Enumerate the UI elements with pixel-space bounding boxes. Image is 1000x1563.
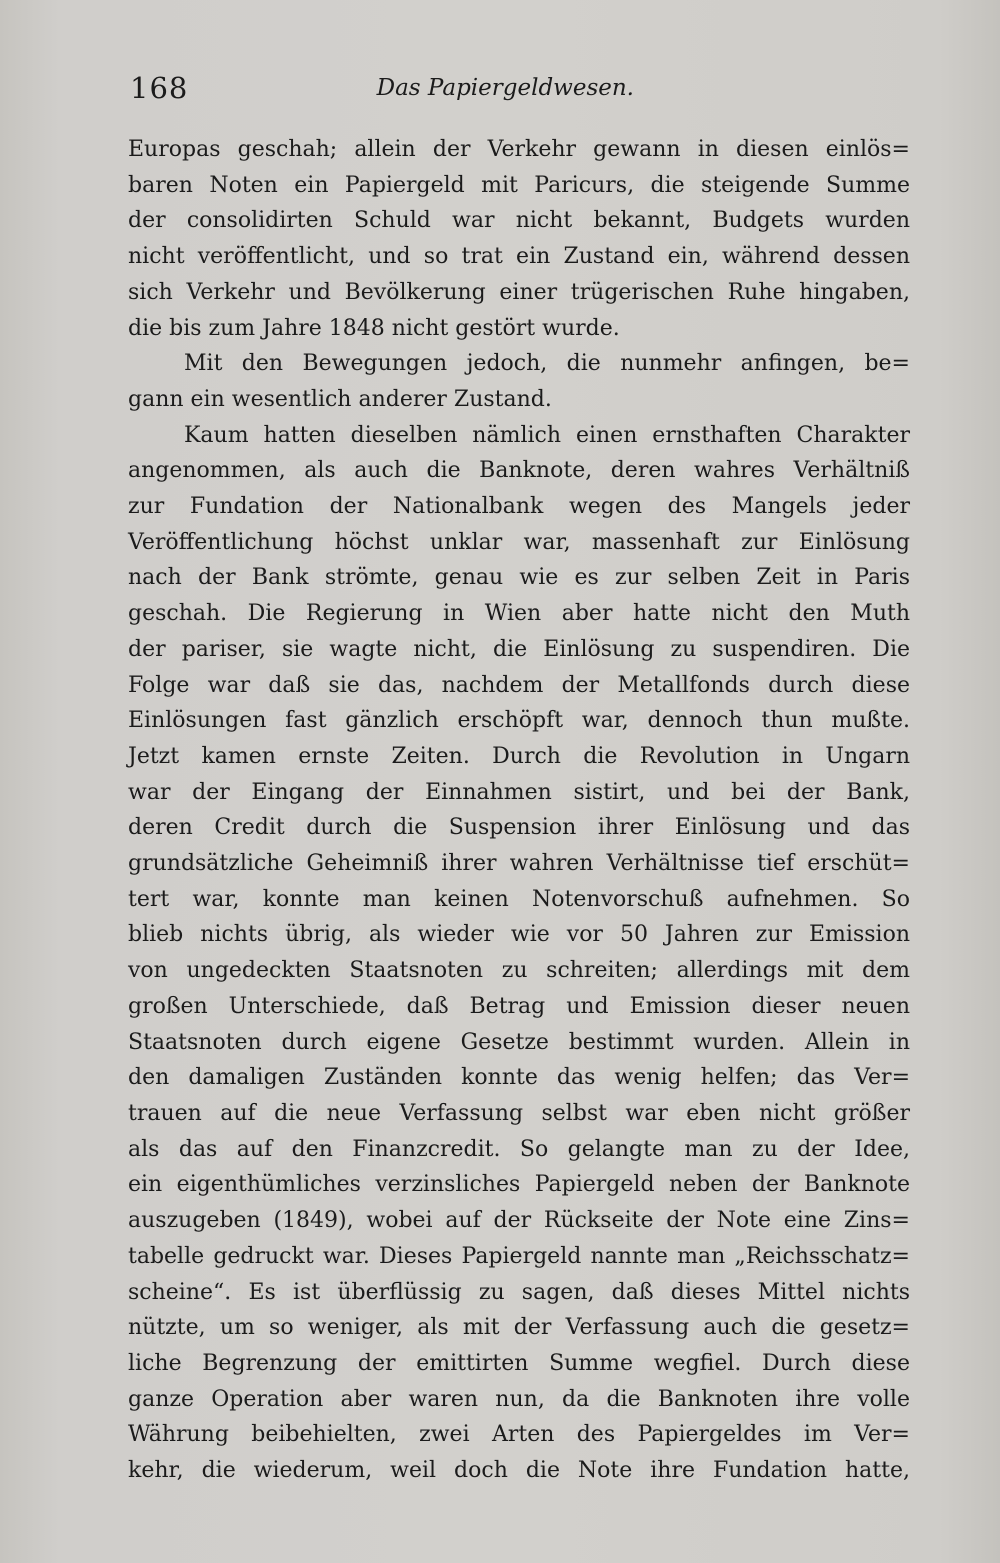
text-line: Jetzt kamen ernste Zeiten. Durch die Revolution in Ungarn bbox=[128, 743, 910, 769]
text-line: geschah. Die Regierung in Wien aber hatte nicht den Muth bbox=[128, 601, 910, 627]
paragraph-3 bbox=[128, 418, 910, 1489]
text-line: der pariser, sie wagte nicht, die Einlösung zu suspendiren. Die bbox=[128, 636, 910, 662]
text-line: baren Noten ein Papiergeld mit Paricurs, die steigende Summe bbox=[128, 172, 910, 198]
text-line: nach der Bank strömte, genau wie es zur selben Zeit in Paris bbox=[128, 565, 910, 591]
running-title: Das Papiergeldwesen. bbox=[376, 75, 634, 101]
text-line: angenommen, als auch die Banknote, deren wahres Verhältniß bbox=[128, 458, 910, 484]
text-line: sich Verkehr und Bevölkerung einer trügerischen Ruhe hingaben, bbox=[128, 279, 910, 305]
text-line: liche Begrenzung der emittirten Summe wegfiel. Durch diese bbox=[128, 1350, 910, 1376]
text-line: war der Eingang der Einnahmen sistirt, und bei der Bank, bbox=[128, 779, 910, 805]
text-line: nicht veröffentlicht, und so trat ein Zustand ein, während dessen bbox=[128, 244, 910, 270]
text-line: gann ein wesentlich anderer Zustand. bbox=[128, 386, 552, 412]
text-line: kehr, die wiederum, weil doch die Note ihre Fundation hatte, bbox=[128, 1458, 910, 1484]
text-line: scheine“. Es ist überflüssig zu sagen, daß dieses Mittel nichts bbox=[128, 1279, 910, 1305]
paragraph-2 bbox=[128, 346, 910, 417]
text-line: Veröffentlichung höchst unklar war, massenhaft zur Einlösung bbox=[128, 529, 910, 555]
text-line: deren Credit durch die Suspension ihrer Einlösung und das bbox=[128, 815, 910, 841]
text-line: als das auf den Finanzcredit. So gelangte man zu der Idee, bbox=[128, 1136, 910, 1162]
text-line: tabelle gedruckt war. Dieses Papiergeld nannte man „Reichsschatz= bbox=[128, 1243, 910, 1269]
text-line: Währung beibehielten, zwei Arten des Papiergeldes im Ver= bbox=[128, 1422, 910, 1448]
text-line: auszugeben (1849), wobei auf der Rückseite der Note eine Zins= bbox=[128, 1208, 910, 1234]
page-number: 168 bbox=[130, 71, 189, 105]
text-line: zur Fundation der Nationalbank wegen des Mangels jeder bbox=[128, 494, 910, 520]
text-line: blieb nichts übrig, als wieder wie vor 50 Jahren zur Emission bbox=[128, 922, 910, 948]
text-line: Folge war daß sie das, nachdem der Metallfonds durch diese bbox=[128, 672, 910, 698]
text-line: Mit den Bewegungen jedoch, die nunmehr anfingen, be= bbox=[184, 351, 910, 377]
text-line: von ungedeckten Staatsnoten zu schreiten; allerdings mit dem bbox=[128, 958, 910, 984]
body-text bbox=[128, 132, 910, 1489]
text-line: ganze Operation aber waren nun, da die Banknoten ihre volle bbox=[128, 1386, 910, 1412]
text-line: großen Unterschiede, daß Betrag und Emission dieser neuen bbox=[128, 993, 910, 1019]
text-line: die bis zum Jahre 1848 nicht gestört wurde. bbox=[128, 315, 620, 341]
text-line: der consolidirten Schuld war nicht bekannt, Budgets wurden bbox=[128, 208, 910, 234]
text-line: den damaligen Zuständen konnte das wenig helfen; das Ver= bbox=[128, 1065, 910, 1091]
paragraph-1 bbox=[128, 132, 910, 346]
text-line: grundsätzliche Geheimniß ihrer wahren Verhältnisse tief erschüt= bbox=[128, 851, 910, 877]
text-line: Staatsnoten durch eigene Gesetze bestimmt wurden. Allein in bbox=[128, 1029, 910, 1055]
text-line: trauen auf die neue Verfassung selbst war eben nicht größer bbox=[128, 1100, 910, 1126]
text-line: Kaum hatten dieselben nämlich einen ernsthaften Charakter bbox=[184, 422, 910, 448]
text-line: nützte, um so weniger, als mit der Verfassung auch die gesetz= bbox=[128, 1315, 910, 1341]
text-line: Einlösungen fast gänzlich erschöpft war, dennoch thun mußte. bbox=[128, 708, 910, 734]
text-line: ein eigenthümliches verzinsliches Papiergeld neben der Banknote bbox=[128, 1172, 910, 1198]
text-line: tert war, konnte man keinen Notenvorschuß aufnehmen. So bbox=[128, 886, 910, 912]
page-header bbox=[130, 62, 904, 114]
text-line: Europas geschah; allein der Verkehr gewann in diesen einlös= bbox=[128, 137, 910, 162]
